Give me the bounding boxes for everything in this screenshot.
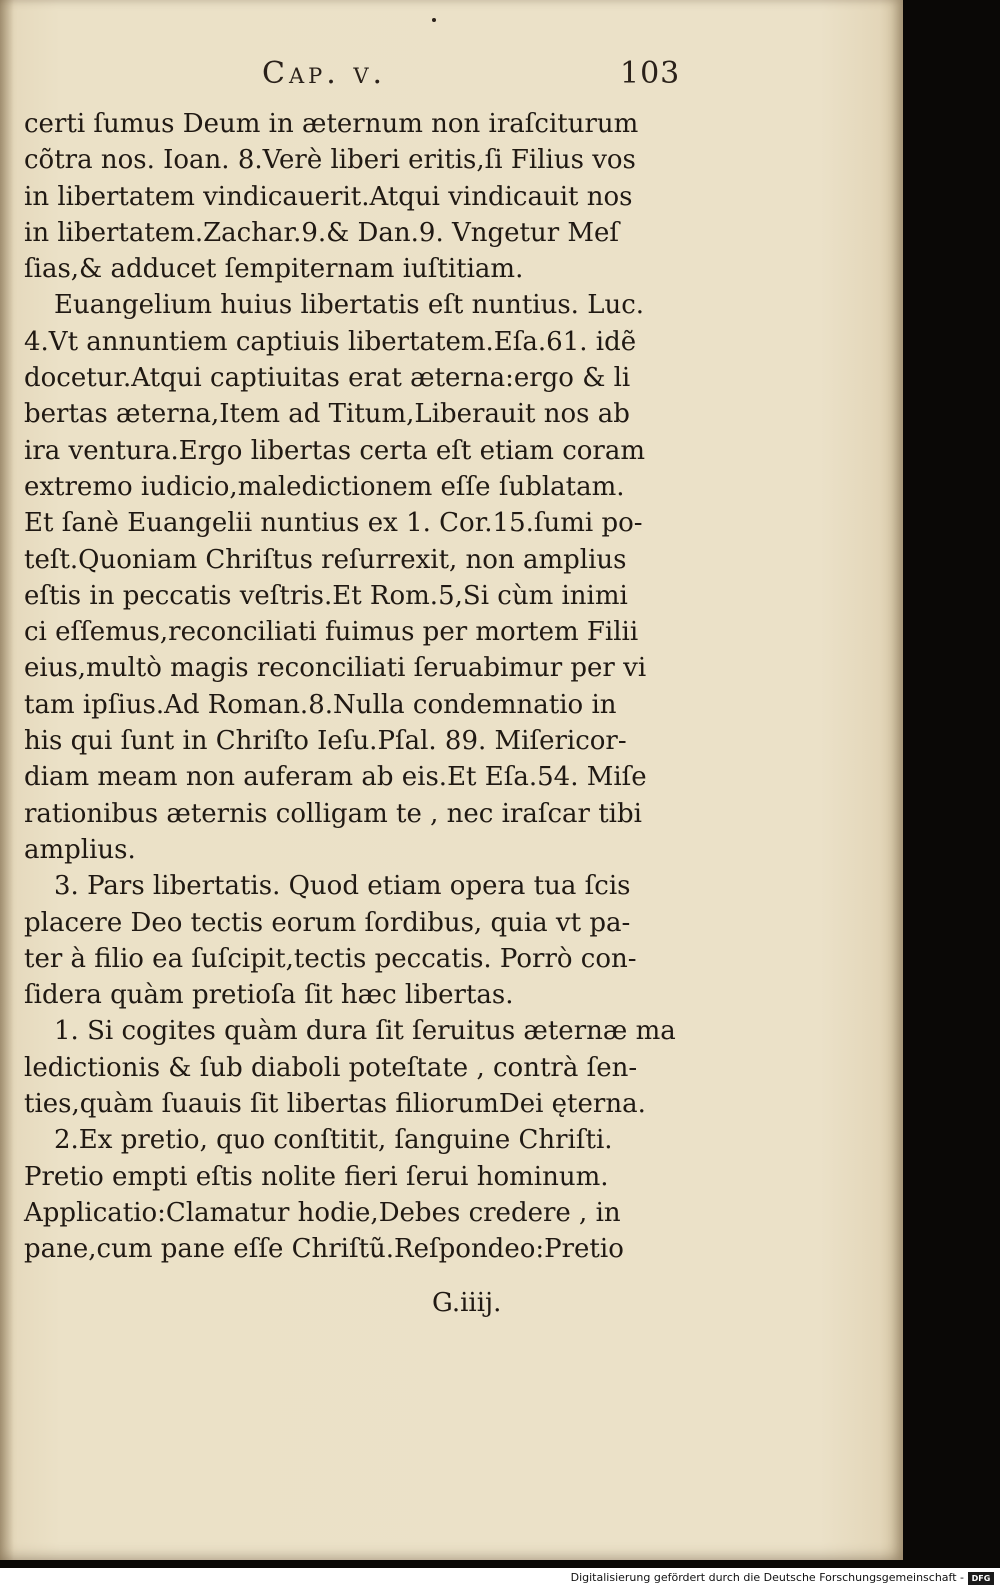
text-line: ci eſſemus,reconciliati fuimus per mortem Filii (24, 617, 639, 648)
text-line: Euangelium huius libertatis eſt nuntius. Luc. (54, 290, 645, 321)
footer-bar (0, 1568, 1000, 1590)
dfg-logo-icon: DFG (968, 1572, 994, 1585)
text-line: placere Deo tectis eorum ſordibus, quia vt pa- (24, 907, 631, 938)
text-line: Pretio empti eſtis nolite fieri ſerui hominum. (24, 1161, 609, 1192)
text-line: his qui ſunt in Chriſto Ieſu.Pſal. 89. Miſericor- (24, 726, 627, 757)
text-line: ter à filio ea ſuſcipit,tectis peccatis. Porrò con- (24, 943, 637, 974)
text-line: Et ſanè Euangelii nuntius ex 1. Cor.15.ſumi po- (24, 508, 643, 539)
text-line: diam meam non auferam ab eis.Et Eſa.54. Miſe (24, 762, 647, 793)
text-line: ſidera quàm pretioſa ſit hæc libertas. (24, 980, 514, 1011)
text-line: 3. Pars libertatis. Quod etiam opera tua ſcis (54, 871, 631, 902)
text-line: 2.Ex pretio, quo conſtitit, ſanguine Chriſti. (54, 1125, 613, 1156)
text-line: Applicatio:Clamatur hodie,Debes credere , in (24, 1197, 621, 1228)
text-line: rationibus æternis colligam te , nec iraſcar tibi (24, 798, 642, 829)
text-line: eſtis in peccatis veſtris.Et Rom.5,Si cùm inimi (24, 580, 628, 611)
signature-mark: G.iiij. (432, 1288, 502, 1318)
text-line: bertas æterna,Item ad Titum,Liberauit nos ab (24, 399, 630, 430)
ink-speck (432, 18, 436, 22)
text-line: docetur.Atqui captiuitas erat æterna:ergo & li (24, 363, 631, 394)
text-line: ſias,& adducet ſempiternam iuſtitiam. (24, 254, 524, 285)
text-line: in libertatem vindicauerit.Atqui vindicauit nos (24, 181, 633, 212)
text-line: ties,quàm ſuauis ſit libertas filiorumDei ęterna. (24, 1089, 646, 1120)
text-line: 4.Vt annuntiem captiuis libertatem.Eſa.61. idẽ (24, 326, 637, 357)
running-title: Cap. v. (262, 56, 387, 91)
text-line: eius,multò magis reconciliati ſeruabimur per vi (24, 653, 647, 684)
page-number: 103 (620, 56, 681, 91)
text-line: teſt.Quoniam Chriſtus reſurrexit, non amplius (24, 544, 627, 575)
running-head (0, 56, 903, 100)
text-line: 1. Si cogites quàm dura ſit ſeruitus æternæ ma (54, 1016, 676, 1047)
text-line: certi ſumus Deum in æternum non iraſciturum (24, 109, 639, 139)
text-line: pane,cum pane eſſe Chriſtũ.Reſpondeo:Pretio (24, 1234, 624, 1265)
body-text (24, 106, 676, 1268)
text-line: extremo iudicio,maledictionem eſſe ſublatam. (24, 471, 625, 502)
text-line: ledictionis & ſub diaboli poteſtate , contrà ſen- (24, 1052, 638, 1083)
funding-credit: Digitalisierung gefördert durch die Deutsche Forschungsgemeinschaft - (570, 1571, 964, 1584)
text-line: amplius. (24, 834, 136, 865)
text-line: cõtra nos. Ioan. 8.Verè liberi eritis,ſi Filius vos (24, 145, 636, 176)
text-line: tam ipſius.Ad Roman.8.Nulla condemnatio in (24, 689, 617, 720)
text-line: ira ventura.Ergo libertas certa eſt etiam coram (24, 435, 646, 466)
text-line: in libertatem.Zachar.9.& Dan.9. Vngetur Meſ (24, 217, 620, 248)
gutter-shadow (0, 0, 14, 1560)
